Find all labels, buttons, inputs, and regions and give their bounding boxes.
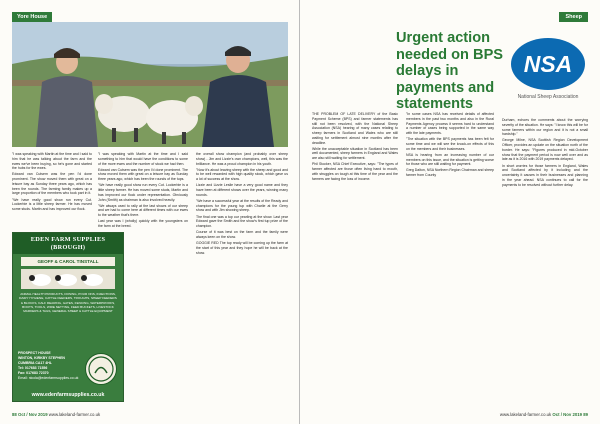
address-line: WINTON, KIRKBY STEPHEN [18, 355, 65, 360]
paragraph: "The situation with the BPS payments has been felt for some time and we will see the knock-on effects of this on the members and their businesses. [406, 137, 494, 151]
folio-site: www.lakeland-farmer.co.uk [499, 412, 552, 417]
advert-owners: GEOFF & CAROL TINSTALL [21, 257, 115, 266]
article-headline: Urgent action needed on BPS delays in payments and statements [396, 30, 504, 112]
page-folio-left [12, 412, 100, 417]
farmers-with-sheep-photo [12, 22, 288, 147]
paragraph: Last year was I (wholly) quickly with the youngsters on the farm at the breed. [98, 219, 188, 229]
article-column-3 [196, 152, 288, 402]
paragraph: THE PROBLEM OF LATE DELIVERY of the Basic Payment Scheme (BPS) and farmer statements has still not been resolved, with the National Sheep Association (NSA) hearing of many cases relating to sheep farmers in Scotland and Wales who are still waiting for settlement almost nine months after the deadline. [312, 112, 398, 145]
section-tab: Yore House [12, 12, 52, 22]
article-column-1 [12, 152, 92, 230]
eden-farm-supplies-advert [12, 232, 124, 402]
paragraph: In short worries for those farmers in England, Wales and Scotland affected by it including and the uncertainty it causes in their businesses and planning in the year ahead. NSA continues to call for the payments to be resolved without further delay. [502, 163, 588, 187]
advert-products: ANIMAL HEALTH PRODUCTS, DOSING, POUR ONS, INJECTIONS, DAIRY HYGIENE, CATTLE FEEDERS, TROUGHS, SHEEP FEEDERS & BLOCKS, CALF REARING, GATES, FENCING, WATERPROOFS, BOOTS, TOOLS, WIRE NETTING, FEED BUCKETS, LIVESTOCK MARKERS & TAGS, GENERAL SHEEP & CATTLE EQUIPMENT [19, 292, 117, 314]
paragraph: Edward van Cutsem was the pen I'd done prominent. The show moved them with great on a leisure bay as Sunday three years ago, which has been the rounds. The farming family makes up a large proportion of the members who took part in it. [12, 172, 92, 196]
section-tab: Sheep [559, 12, 588, 22]
article-column-b [406, 112, 494, 404]
paragraph: "We have really good show run every Cut. Lockerbie is a little sheep farmer. He has moved some studs, Martin and has improved our flock under representation. Obviously John (Smith) as chairman is also involved heavily. [98, 183, 188, 202]
paragraph: "We have really good show run every Cut. Lockerbie is a little sheep farmer. He has moved some studs. Martin and has improved our flock. [12, 197, 92, 212]
paragraph: Lizzie and Lizzie Leslie have a very good name and they have been at different shows over the years, winning many rounds. [196, 183, 288, 197]
nsa-caption: National Sheep Association [517, 94, 579, 100]
article-column-a [312, 112, 398, 404]
advert-sheep-image [21, 269, 115, 289]
farmer-photo [12, 22, 288, 147]
paragraph: Phil Stocker, NSA Chief Executive, says: "The types of farmer affected are those often living hand to mouth, with struggles on tough at this time of the year and the farmers are facing the loss of income. [312, 162, 398, 181]
page-folio-right [500, 412, 588, 417]
paragraph: George Milne, NSA Scottish Region Development Officer, provides an update on the situation north of the border. He says: "Figures produced in mid-October show that the payment period is now well over and as late as it is 2016 with 2019 payments delayed. [502, 138, 588, 162]
paragraph: GOGGIE RED The tup ready will be coming up the farm at the start of this year and they hope he will be back at the show. [196, 241, 288, 255]
paragraph: "We always used to rally at the last shows of our sheep and we had to come here at different times with our ewes to the weather that's there. [98, 203, 188, 218]
advert-website: www.edenfarmsupplies.co.uk [31, 392, 105, 398]
folio-number: 88 Oct / Nov 2019 [12, 412, 48, 417]
fax-line: Fax: 017683 72370 [18, 370, 49, 375]
nsa-mark: NSA [523, 51, 573, 77]
nsa-logo [508, 38, 588, 112]
paragraph: NSA is hearing from an increasing number of our members on this issue, and the situation is getting worse for those who are still waiting for payment. [406, 152, 494, 167]
phone-line: Tel: 017683 71556 [18, 365, 48, 370]
address-line: PROSPECT HOUSE [18, 351, 51, 355]
folio-site: www.lakeland-farmer.co.uk [48, 412, 101, 417]
paragraph: "I was speaking with Martin at the time and I said to him that he was talking about the farm and the ewes we've been buying, so he's gone and started the hubs for the ewes. [12, 152, 92, 171]
paragraph: Durham, echoes the comments about the worrying severity of the situation. He says: "I know this will be for some farmers within our region and it is not a small hardship." [502, 118, 588, 137]
paragraph: The final one was a tup our yearling at the show. Last year Edward gave the Smith and the show's first tup prize of the champion. [196, 214, 288, 229]
paragraph: "We have a successful year at the results of the Ready and champions for the young tup with Charlie at the Gerry show and with Jim showing sheep. [196, 198, 288, 213]
folio-number: Oct / Nov 2019 89 [552, 412, 588, 417]
right-page [300, 0, 600, 424]
advert-address [18, 351, 84, 380]
address-line: CUMBRIA CA17 4HL [18, 360, 52, 365]
paragraph: Edward van Cutsem was the pen I'd done prominent. The show moved them with great on a leisure bay as Sunday three years ago, which has been the rounds of the tups. [98, 167, 188, 182]
paragraph: "I was speaking with Martin at the time and I said something to him that would have the conditions to some of the more ewes and the number of stock we had then. [98, 152, 188, 166]
paragraph: "In some cases NSA has received details of affected members in the past two months and also in the Rural Payments Agency process it seems hard to understand a number of cases being supported in the same way with the late payments. [406, 112, 494, 135]
paragraph: While the unacceptable situation in Scotland has been well documented, sheep farmers in England and Wales are also still waiting for settlement. [312, 146, 398, 161]
paragraph: Greg Dalton, NSA Northern Region Chairman and sheep farmer from County [406, 168, 494, 178]
advert-subtitle: (BROUGH) [13, 244, 123, 254]
paragraph: "Now it's about leaving sheep with the sheep and good and to be well rewarded with high quality stock, which gave us a lot of success at the show. [196, 167, 288, 182]
paragraph: the overall show champion (and probably over sheep show) - Jim and Lizzie's own champions, well, this was the brilliance. He was a proud champion in his youth. [196, 152, 288, 166]
email-line: Email: nicola@edenfarmsupplies.co.uk [18, 375, 79, 380]
paragraph: Course of it was best on the farm and the family were always keen on the show. [196, 230, 288, 239]
advert-logo [85, 353, 117, 385]
article-column-c [502, 118, 588, 404]
advert-title: EDEN FARM SUPPLIES [13, 233, 123, 244]
